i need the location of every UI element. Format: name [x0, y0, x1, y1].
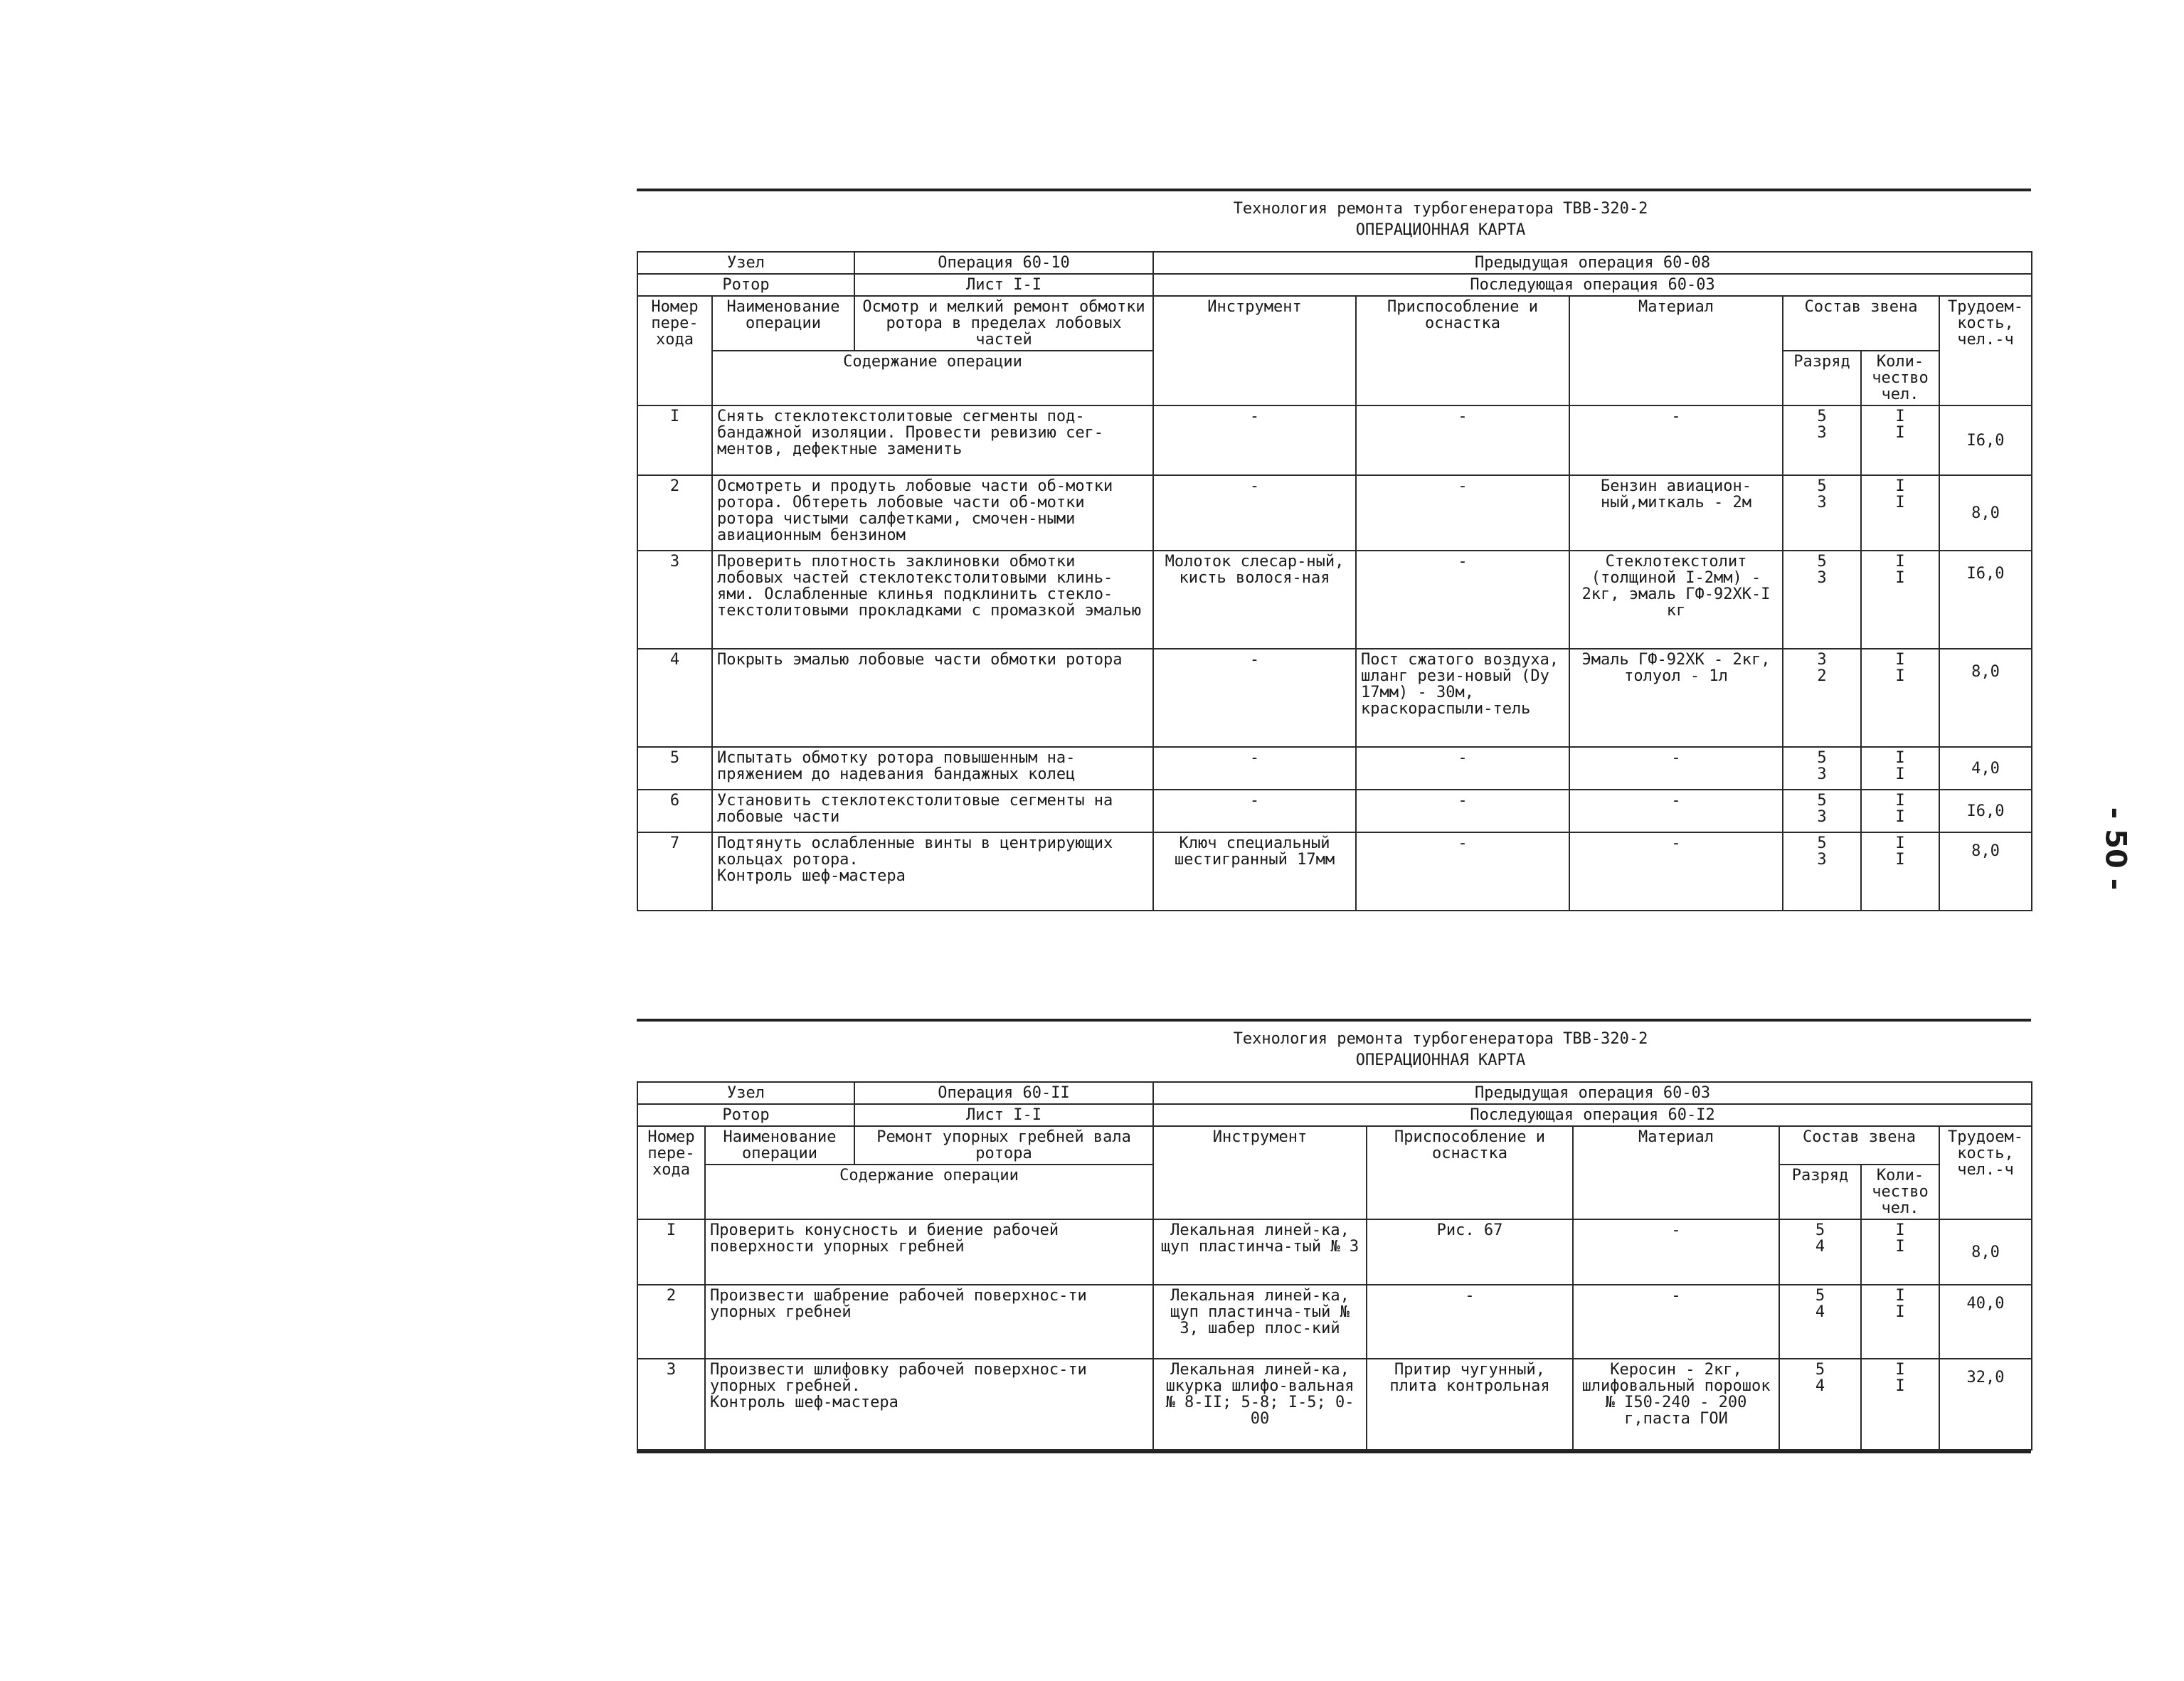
step-count: I I	[1861, 405, 1939, 475]
header-fixture: Приспособление и оснастка	[1356, 296, 1569, 405]
step-content: Проверить конусность и биение рабочей поверхности упорных гребней	[705, 1219, 1153, 1285]
step-labor: 40,0	[1939, 1285, 2032, 1359]
operation-table	[637, 1081, 2032, 1451]
step-tool: -	[1153, 475, 1356, 551]
sheet-number: Лист I-I	[854, 1104, 1153, 1126]
step-no: 7	[637, 832, 712, 911]
step-no: I	[637, 1219, 705, 1285]
operation-code: Операция 60-II	[854, 1082, 1153, 1104]
sheet-number: Лист I-I	[854, 274, 1153, 296]
step-labor: 4,0	[1939, 747, 2032, 790]
step-labor: 8,0	[1939, 832, 2032, 911]
step-tool: Лекальная линей-ка, щуп пластинча-тый № 3	[1153, 1219, 1367, 1285]
header-crew: Состав звена	[1779, 1126, 1939, 1165]
header-op-name: Наименование операции	[705, 1126, 854, 1165]
table-row	[637, 1359, 2032, 1450]
step-fixture: Пост сжатого воздуха, шланг рези-новый (Dу 17мм) - 30м, краскораспыли-тель	[1356, 649, 1569, 747]
header-labor: Трудоем-кость, чел.-ч	[1939, 1126, 2032, 1219]
header-count: Коли-чество чел.	[1861, 351, 1939, 405]
step-grade: 5 4	[1779, 1219, 1861, 1285]
header-fixture: Приспособление и оснастка	[1367, 1126, 1573, 1219]
step-content: Произвести шабрение рабочей поверхнос-ти упорных гребней	[705, 1285, 1153, 1359]
previous-operation: Предыдущая операция 60-08	[1153, 252, 2032, 274]
step-content: Покрыть эмалью лобовые части обмотки ротора	[712, 649, 1153, 747]
step-fixture: -	[1356, 405, 1569, 475]
next-operation: Последующая операция 60-03	[1153, 274, 2032, 296]
step-count: I I	[1861, 475, 1939, 551]
step-grade: 5 4	[1779, 1359, 1861, 1450]
step-material: -	[1569, 790, 1783, 832]
step-tool: Лекальная линей-ка, шкурка шлифо-вальная № 8-II; 5-8; I-5; 0-00	[1153, 1359, 1367, 1450]
operation-card-1	[637, 189, 2031, 911]
step-count: I I	[1861, 747, 1939, 790]
step-material: -	[1573, 1219, 1779, 1285]
step-labor: 8,0	[1939, 475, 2032, 551]
table-row	[637, 747, 2032, 790]
step-material: -	[1569, 747, 1783, 790]
table-row	[637, 832, 2032, 911]
step-fixture: -	[1356, 475, 1569, 551]
step-material: Керосин - 2кг, шлифовальный порошок № I50-240 - 200 г,паста ГОИ	[1573, 1359, 1779, 1450]
header-grade: Разряд	[1783, 351, 1861, 405]
step-labor: I6,0	[1939, 405, 2032, 475]
step-material: Эмаль ГФ-92ХК - 2кг, толуол - 1л	[1569, 649, 1783, 747]
step-no: 3	[637, 551, 712, 649]
card-title: Технология ремонта турбогенератора ТВВ-320-2	[1233, 1030, 1648, 1048]
step-count: I I	[1861, 551, 1939, 649]
step-grade: 5 3	[1783, 475, 1861, 551]
header-tool: Инструмент	[1153, 296, 1356, 405]
step-grade: 5 3	[1783, 405, 1861, 475]
step-fixture: -	[1367, 1285, 1573, 1359]
header-step-no: Номер пере-хода	[637, 296, 712, 405]
step-tool: -	[1153, 790, 1356, 832]
step-content: Установить стеклотекстолитовые сегменты на лобовые части	[712, 790, 1153, 832]
step-content: Произвести шлифовку рабочей поверхнос-ти упорных гребней. Контроль шеф-мастера	[705, 1359, 1153, 1450]
step-content: Снять стеклотекстолитовые сегменты под-бандажной изоляции. Провести ревизию сег-ментов, дефектные заменить	[712, 405, 1153, 475]
header-count: Коли-чество чел.	[1861, 1165, 1939, 1219]
table-row	[637, 1219, 2032, 1285]
page-number: - 50 -	[2099, 807, 2132, 891]
step-count: I I	[1861, 1285, 1939, 1359]
table-row	[637, 475, 2032, 551]
unit-value: Ротор	[637, 1104, 854, 1126]
step-count: I I	[1861, 832, 1939, 911]
step-grade: 5 3	[1783, 790, 1861, 832]
step-labor: I6,0	[1939, 551, 2032, 649]
step-count: I I	[1861, 1219, 1939, 1285]
step-no: 3	[637, 1359, 705, 1450]
step-material: Стеклотекстолит (толщиной I-2мм) - 2кг, эмаль ГФ-92ХК-I кг	[1569, 551, 1783, 649]
header-op-title: Ремонт упорных гребней вала ротора	[854, 1126, 1153, 1165]
step-fixture: -	[1356, 832, 1569, 911]
table-row	[637, 790, 2032, 832]
step-grade: 5 4	[1779, 1285, 1861, 1359]
step-tool: -	[1153, 747, 1356, 790]
step-count: I I	[1861, 649, 1939, 747]
step-tool: Ключ специальный шестигранный 17мм	[1153, 832, 1356, 911]
step-labor: 8,0	[1939, 649, 2032, 747]
step-fixture: Рис. 67	[1367, 1219, 1573, 1285]
step-no: I	[637, 405, 712, 475]
table-row	[637, 1285, 2032, 1359]
step-content: Осмотреть и продуть лобовые части об-мотки ротора. Обтереть лобовые части об-мотки ротора чистыми салфетками, смочен-ными авиационным бензином	[712, 475, 1153, 551]
step-content: Подтянуть ослабленные винты в центрирующих кольцах ротора. Контроль шеф-мастера	[712, 832, 1153, 911]
step-no: 2	[637, 475, 712, 551]
table-row	[637, 405, 2032, 475]
step-count: I I	[1861, 790, 1939, 832]
header-content: Содержание операции	[712, 351, 1153, 405]
header-crew: Состав звена	[1783, 296, 1939, 351]
step-content: Проверить плотность заклиновки обмотки лобовых частей стеклотекстолитовыми клинь-ями. Ослабленные клинья подклинить стекло-текстолитовыми прокладками с промазкой эмалью	[712, 551, 1153, 649]
card-subtitle: ОПЕРАЦИОННАЯ КАРТА	[1355, 221, 1526, 239]
step-grade: 5 3	[1783, 832, 1861, 911]
header-material: Материал	[1569, 296, 1783, 405]
step-grade: 5 3	[1783, 747, 1861, 790]
step-tool: -	[1153, 649, 1356, 747]
step-fixture: -	[1356, 747, 1569, 790]
step-no: 2	[637, 1285, 705, 1359]
step-count: I I	[1861, 1359, 1939, 1450]
header-labor: Трудоем-кость, чел.-ч	[1939, 296, 2032, 405]
step-material: -	[1569, 832, 1783, 911]
header-op-title: Осмотр и мелкий ремонт обмотки ротора в пределах лобовых частей	[854, 296, 1153, 351]
header-content: Содержание операции	[705, 1165, 1153, 1219]
step-no: 4	[637, 649, 712, 747]
card-top-rule	[637, 189, 2031, 191]
next-operation: Последующая операция 60-I2	[1153, 1104, 2032, 1126]
step-no: 5	[637, 747, 712, 790]
table-row	[637, 649, 2032, 747]
header-material: Материал	[1573, 1126, 1779, 1219]
step-labor: 32,0	[1939, 1359, 2032, 1450]
step-material: -	[1569, 405, 1783, 475]
step-material: -	[1573, 1285, 1779, 1359]
step-tool: Лекальная линей-ка, щуп пластинча-тый № 3, шабер плос-кий	[1153, 1285, 1367, 1359]
step-fixture: -	[1356, 790, 1569, 832]
previous-operation: Предыдущая операция 60-03	[1153, 1082, 2032, 1104]
operation-table	[637, 251, 2032, 911]
card-top-rule	[637, 1019, 2031, 1022]
step-fixture: Притир чугунный, плита контрольная	[1367, 1359, 1573, 1450]
header-grade: Разряд	[1779, 1165, 1861, 1219]
card-subtitle: ОПЕРАЦИОННАЯ КАРТА	[1355, 1051, 1526, 1069]
card-bottom-rule	[637, 1451, 2031, 1453]
step-labor: I6,0	[1939, 790, 2032, 832]
step-content: Испытать обмотку ротора повышенным на-пряжением до надевания бандажных колец	[712, 747, 1153, 790]
step-grade: 5 3	[1783, 551, 1861, 649]
card-title: Технология ремонта турбогенератора ТВВ-320-2	[1233, 200, 1648, 218]
table-row	[637, 551, 2032, 649]
header-step-no: Номер пере-хода	[637, 1126, 705, 1219]
operation-card-2	[637, 1019, 2031, 1453]
step-no: 6	[637, 790, 712, 832]
step-tool: Молоток слесар-ный, кисть волося-ная	[1153, 551, 1356, 649]
step-grade: 3 2	[1783, 649, 1861, 747]
step-labor: 8,0	[1939, 1219, 2032, 1285]
step-tool: -	[1153, 405, 1356, 475]
operation-code: Операция 60-10	[854, 252, 1153, 274]
unit-value: Ротор	[637, 274, 854, 296]
header-tool: Инструмент	[1153, 1126, 1367, 1219]
step-material: Бензин авиацион-ный,миткаль - 2м	[1569, 475, 1783, 551]
header-op-name: Наименование операции	[712, 296, 854, 351]
unit-label: Узел	[637, 252, 854, 274]
step-fixture: -	[1356, 551, 1569, 649]
unit-label: Узел	[637, 1082, 854, 1104]
